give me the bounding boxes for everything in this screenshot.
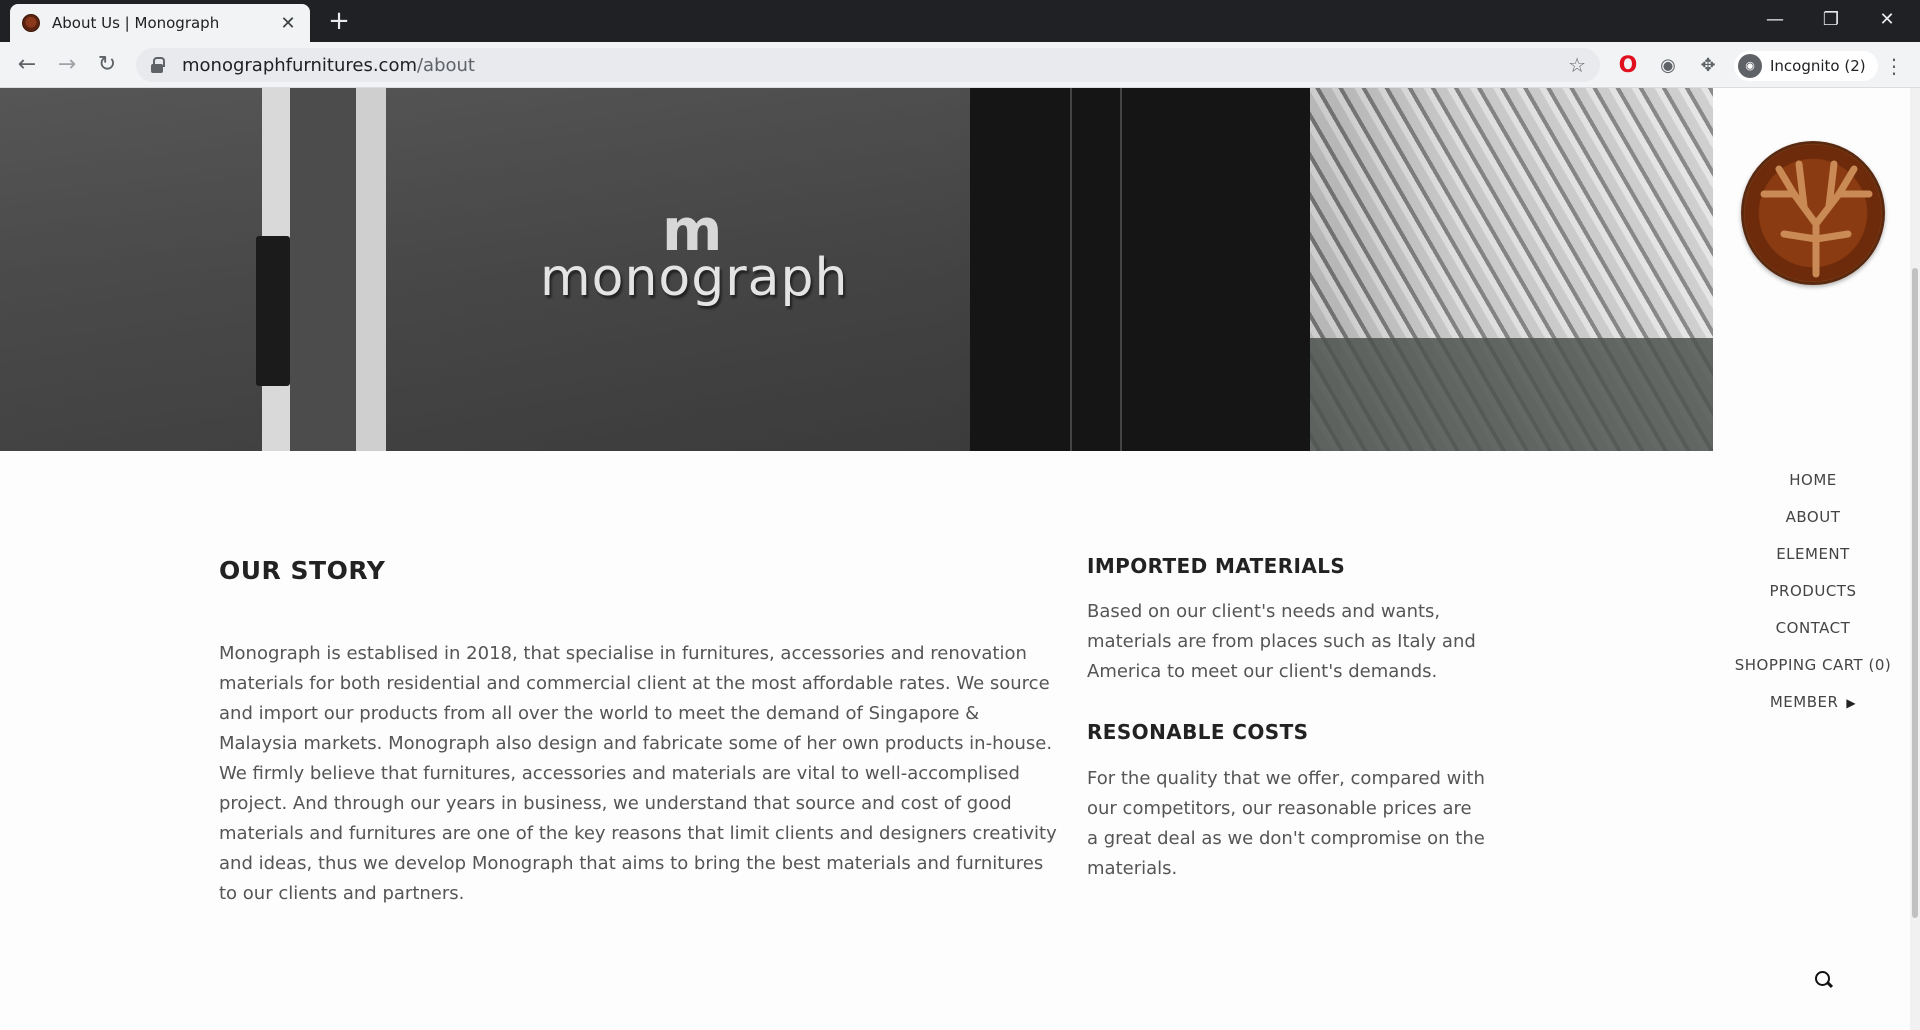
browser-toolbar — [0, 42, 1920, 88]
nav-member-label: MEMBER — [1769, 693, 1839, 711]
sign-wordmark: monograph — [540, 248, 849, 308]
site-favicon-icon — [22, 14, 40, 32]
page-scrollbar[interactable] — [1910, 88, 1920, 1030]
caret-right-icon: ▶ — [1846, 696, 1857, 710]
nav-contact[interactable]: CONTACT — [1775, 619, 1851, 637]
nav-member[interactable] — [1713, 684, 1913, 721]
tree-logo-icon — [1744, 144, 1885, 285]
sign-logo-mark: m — [662, 196, 719, 264]
browser-menu-icon[interactable]: ⋮ — [1884, 54, 1904, 78]
nav-shopping-cart[interactable]: SHOPPING CART (0) — [1734, 656, 1892, 674]
minimize-icon[interactable]: — — [1766, 9, 1784, 30]
puzzle-extensions-icon[interactable]: ✥ — [1700, 55, 1716, 76]
site-logo[interactable] — [1741, 141, 1885, 285]
reload-icon[interactable]: ↻ — [97, 52, 117, 77]
imported-materials-body: Based on our client's needs and wants, materials are from places such as Italy and America to meet our client's demands. — [1087, 601, 1476, 682]
url-host: monographfurnitures.com — [182, 54, 417, 76]
side-navigation — [1713, 462, 1913, 721]
imported-materials-title: IMPORTED MATERIALS — [1087, 554, 1346, 578]
reasonable-costs-title: RESONABLE COSTS — [1087, 720, 1309, 744]
tab-title: About Us | Monograph — [52, 14, 220, 32]
browser-tab[interactable] — [10, 4, 310, 42]
window-close-icon[interactable]: ✕ — [1879, 9, 1895, 30]
incognito-profile-button[interactable] — [1734, 51, 1878, 81]
nav-home[interactable]: HOME — [1789, 471, 1837, 489]
incognito-label: Incognito (2) — [1770, 57, 1866, 75]
incognito-icon: ◉ — [1738, 54, 1762, 78]
nav-element[interactable]: ELEMENT — [1776, 545, 1850, 563]
browser-tab-bar — [0, 0, 1920, 42]
our-story-body: Monograph is establised in 2018, that specialise in furnitures, accessories and renovation materials for both residential and commercial client at the most affordable rates. We source and import our products from all over the world to meet the demand of Singapore & Malaysia markets. Monograph also design and fabricate some of her own products in-house. We firmly believe that furnitures, accessories and materials are vital to well-accomplised project. And through our years in business, we understand that source and cost of good materials and furnitures are one of the key reasons that limit clients and designers creativity and ideas, thus we develop Monograph that aims to bring the best materials and furnitures to our clients and partners. — [219, 643, 1057, 904]
forward-arrow-icon[interactable]: → — [57, 52, 77, 77]
tab-close-icon[interactable]: ✕ — [280, 12, 296, 34]
nav-products[interactable]: PRODUCTS — [1769, 582, 1857, 600]
hero-banner-image — [0, 88, 1713, 451]
reasonable-costs-body: For the quality that we offer, compared with our competitors, our reasonable prices are a great deal as we don't compromise on the materials. — [1087, 768, 1485, 879]
opera-extension-icon[interactable]: O — [1618, 53, 1638, 78]
new-tab-button[interactable]: + — [328, 6, 350, 36]
search-icon[interactable] — [1812, 968, 1836, 992]
nav-about[interactable]: ABOUT — [1785, 508, 1841, 526]
back-arrow-icon[interactable]: ← — [17, 52, 37, 77]
address-bar[interactable] — [136, 48, 1600, 82]
camera-extension-icon[interactable]: ◉ — [1660, 55, 1676, 76]
page — [0, 88, 1910, 1030]
bookmark-star-icon[interactable]: ☆ — [1568, 53, 1586, 77]
scrollbar-thumb[interactable] — [1912, 268, 1918, 918]
restore-icon[interactable]: ❐ — [1822, 9, 1840, 30]
our-story-title: OUR STORY — [219, 556, 386, 585]
lock-icon[interactable] — [150, 57, 164, 73]
url-path: /about — [416, 54, 475, 76]
